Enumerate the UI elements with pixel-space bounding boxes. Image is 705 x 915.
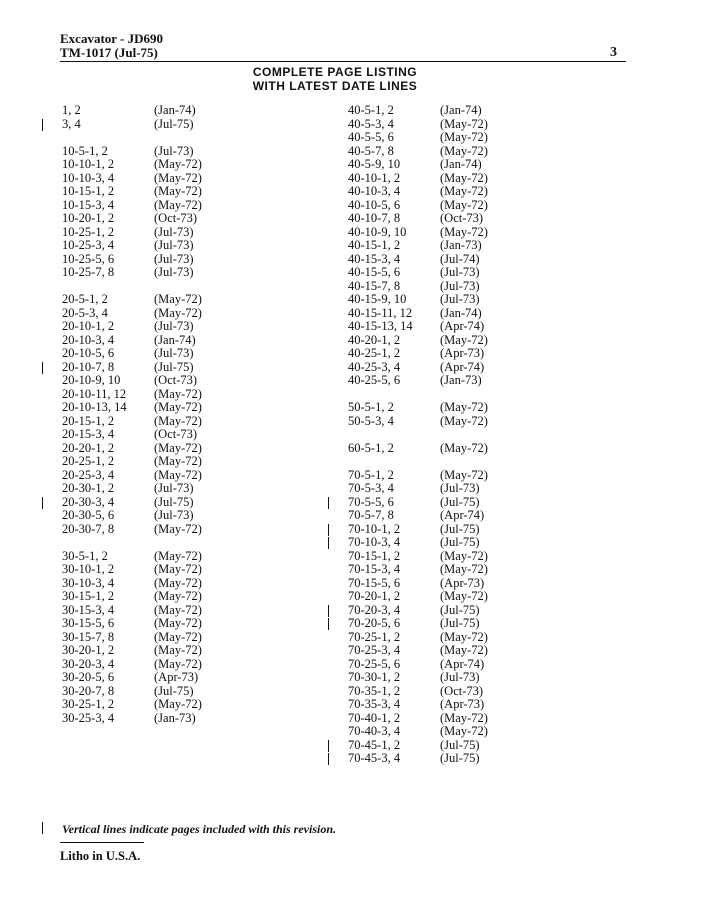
listing-row [348, 658, 588, 672]
page-range: 70-5-7, 8 [348, 508, 394, 522]
page-range: 20-10-11, 12 [62, 386, 127, 401]
listing-row [348, 469, 588, 483]
date-line: (Jan-73) [440, 373, 482, 387]
page-range: 10-10-3, 4 [62, 170, 115, 185]
page-range: 70-40-1, 2 [348, 710, 401, 725]
page-range: 10-5-1, 2 [62, 143, 108, 158]
page-range: 60-5-1, 2 [348, 440, 394, 455]
listing-row [62, 496, 302, 510]
date-line: (May-72) [154, 656, 202, 671]
page-range: 10-15-1, 2 [62, 184, 115, 198]
page-range: 30-5-1, 2 [62, 548, 108, 563]
listing-row [348, 617, 588, 631]
listing-row [348, 226, 588, 240]
listing-row [348, 752, 588, 766]
listing-row [348, 523, 588, 537]
date-line: (May-72) [440, 467, 488, 482]
listing-row [62, 563, 302, 577]
listing-row [62, 131, 302, 145]
page-range: 70-15-3, 4 [348, 562, 401, 576]
revision-bar [42, 362, 43, 374]
page-range: 20-5-1, 2 [62, 292, 108, 306]
page-range: 20-10-7, 8 [62, 359, 115, 374]
right-listing-column [348, 104, 588, 766]
header-rule [60, 61, 626, 62]
listing-row [62, 118, 302, 132]
date-line: (Jul-75) [440, 494, 480, 509]
page-range: 40-15-1, 2 [348, 238, 401, 252]
page-range: 40-20-1, 2 [348, 332, 401, 347]
date-line: (Oct-73) [440, 683, 484, 698]
date-line: (May-72) [154, 562, 202, 576]
listing-row [348, 550, 588, 564]
listing-row [348, 172, 588, 186]
date-line: (Jul-75) [440, 751, 480, 765]
listing-row [348, 442, 588, 456]
page-range: 20-30-5, 6 [62, 508, 115, 522]
date-line: (Jul-73) [154, 319, 194, 333]
date-line: (Jan-74) [440, 157, 482, 171]
date-line: (Jul-73) [154, 265, 194, 279]
listing-row [62, 455, 302, 469]
date-line: (Jul-73) [154, 224, 194, 239]
listing-row [348, 604, 588, 618]
title-line-2: WITH LATEST DATE LINES [252, 79, 418, 93]
page-range: 40-10-5, 6 [348, 197, 401, 212]
revision-bar [328, 753, 329, 765]
page-range: 3, 4 [62, 116, 81, 131]
date-line: (Jul-75) [154, 116, 194, 131]
date-line: (May-72) [154, 386, 202, 401]
listing-row [348, 577, 588, 591]
page-range: 40-25-5, 6 [348, 373, 401, 387]
page-range: 30-15-1, 2 [62, 589, 115, 603]
date-line: (May-72) [154, 400, 202, 414]
page-range: 70-20-1, 2 [348, 589, 401, 603]
date-line: (Apr-74) [440, 508, 485, 522]
page-range: 20-10-3, 4 [62, 332, 115, 347]
listing-row [62, 307, 302, 321]
page-range: 20-25-1, 2 [62, 454, 115, 468]
listing-row [62, 685, 302, 699]
date-line: (May-72) [154, 292, 202, 306]
listing-row [62, 280, 302, 294]
page-range: 30-10-3, 4 [62, 575, 115, 590]
listing-row [62, 428, 302, 442]
date-line: (May-72) [440, 224, 488, 239]
page-range: 70-15-5, 6 [348, 575, 401, 590]
date-line: (May-72) [154, 197, 202, 212]
listing-row [62, 631, 302, 645]
date-line: (Apr-73) [154, 670, 199, 684]
listing-row [348, 293, 588, 307]
page-range: 40-10-9, 10 [348, 224, 407, 239]
listing-row [62, 212, 302, 226]
date-line: (Jan-74) [154, 332, 196, 347]
page-range: 20-30-7, 8 [62, 521, 115, 536]
listing-row [348, 239, 588, 253]
date-line: (Jul-75) [154, 683, 194, 698]
listing-row [348, 739, 588, 753]
page-range: 40-5-9, 10 [348, 157, 401, 171]
listing-row [62, 644, 302, 658]
date-line: (May-72) [440, 643, 488, 657]
manual-title: Excavator - JD690 [60, 31, 164, 46]
page-range: 70-15-1, 2 [348, 548, 401, 563]
listing-row [62, 334, 302, 348]
listing-row [348, 712, 588, 726]
page-range: 30-25-3, 4 [62, 710, 115, 725]
date-line: (May-72) [440, 710, 488, 725]
date-line: (May-72) [440, 548, 488, 563]
date-line: (May-72) [154, 643, 202, 657]
date-line: (Jan-74) [440, 305, 482, 320]
date-line: (Jul-73) [440, 481, 480, 495]
date-line: (May-72) [154, 548, 202, 563]
page-range: 70-25-1, 2 [348, 629, 401, 644]
listing-row [348, 455, 588, 469]
page-title [200, 65, 470, 93]
date-line: (Jul-75) [440, 602, 480, 617]
date-line: (May-72) [440, 629, 488, 644]
listing-row [62, 617, 302, 631]
date-line: (May-72) [154, 305, 202, 320]
page-range: 70-25-3, 4 [348, 643, 401, 657]
date-line: (May-72) [440, 724, 488, 738]
listing-row [62, 172, 302, 186]
page-range: 30-10-1, 2 [62, 562, 115, 576]
date-line: (Apr-74) [440, 359, 485, 374]
listing-row [348, 199, 588, 213]
page-range: 70-5-5, 6 [348, 494, 394, 509]
date-line: (May-72) [154, 629, 202, 644]
date-line: (May-72) [154, 602, 202, 617]
listing-row [62, 658, 302, 672]
date-line: (Jul-75) [154, 494, 194, 509]
page-range: 20-30-1, 2 [62, 481, 115, 495]
page-range: 40-5-3, 4 [348, 116, 394, 131]
page-range: 70-25-5, 6 [348, 656, 401, 671]
date-line: (May-72) [440, 130, 488, 144]
listing-row [348, 536, 588, 550]
listing-row [348, 631, 588, 645]
date-line: (Jul-73) [440, 670, 480, 684]
date-line: (Apr-73) [440, 697, 485, 711]
page-range: 40-15-3, 4 [348, 251, 401, 266]
date-line: (May-72) [440, 440, 488, 455]
listing-row [62, 590, 302, 604]
page-range: 30-15-5, 6 [62, 616, 115, 630]
date-line: (Jul-75) [440, 521, 480, 536]
page-range: 40-15-9, 10 [348, 292, 407, 306]
date-line: (Jul-73) [440, 278, 480, 293]
listing-row [62, 293, 302, 307]
listing-row [348, 401, 588, 415]
left-listing-column [62, 104, 302, 725]
page-range: 30-20-3, 4 [62, 656, 115, 671]
listing-row [348, 253, 588, 267]
date-line: (Apr-73) [440, 575, 485, 590]
date-line: (Oct-73) [440, 211, 484, 225]
listing-row [62, 550, 302, 564]
date-line: (Jul-74) [440, 251, 480, 266]
listing-row [348, 212, 588, 226]
page-range: 30-25-1, 2 [62, 697, 115, 711]
date-line: (Jul-73) [440, 292, 480, 306]
revision-bar [328, 740, 329, 752]
date-line: (Jul-73) [440, 265, 480, 279]
date-line: (May-72) [154, 575, 202, 590]
listing-row [348, 266, 588, 280]
date-line: (May-72) [154, 521, 202, 536]
page-range: 70-40-3, 4 [348, 724, 401, 738]
page-range: 20-10-9, 10 [62, 373, 121, 387]
listing-row [348, 118, 588, 132]
listing-row [62, 361, 302, 375]
revision-bar [328, 497, 329, 509]
page-range: 10-20-1, 2 [62, 211, 115, 225]
page-range: 40-10-1, 2 [348, 170, 401, 185]
listing-row [348, 698, 588, 712]
page-range: 40-5-5, 6 [348, 130, 394, 144]
listing-row [62, 145, 302, 159]
page-range: 50-5-3, 4 [348, 413, 394, 428]
page-range: 70-45-1, 2 [348, 737, 401, 752]
listing-row [348, 145, 588, 159]
listing-row [62, 509, 302, 523]
listing-row [348, 361, 588, 375]
listing-row [348, 320, 588, 334]
date-line: (Jan-73) [440, 238, 482, 252]
date-line: (Jul-73) [154, 143, 194, 158]
date-line: (May-72) [440, 413, 488, 428]
date-line: (May-72) [440, 400, 488, 414]
listing-row [62, 185, 302, 199]
page-range: 70-30-1, 2 [348, 670, 401, 684]
page-range: 10-25-5, 6 [62, 251, 115, 266]
page-range: 40-25-3, 4 [348, 359, 401, 374]
listing-row [348, 671, 588, 685]
date-line: (Jul-75) [440, 535, 480, 549]
listing-row [348, 388, 588, 402]
listing-row [62, 266, 302, 280]
date-line: (May-72) [154, 454, 202, 468]
page-range: 20-15-1, 2 [62, 413, 115, 428]
listing-row [348, 685, 588, 699]
date-line: (May-72) [154, 616, 202, 630]
page-range: 20-10-13, 14 [62, 400, 127, 414]
page-range: 10-15-3, 4 [62, 197, 115, 212]
listing-row [62, 253, 302, 267]
date-line: (Jan-74) [154, 103, 196, 117]
date-line: (May-72) [154, 697, 202, 711]
listing-row [348, 644, 588, 658]
listing-row [348, 185, 588, 199]
date-line: (May-72) [154, 440, 202, 455]
page-range: 40-25-1, 2 [348, 346, 401, 360]
page-range: 20-10-5, 6 [62, 346, 115, 360]
page-range: 30-20-1, 2 [62, 643, 115, 657]
date-line: (May-72) [440, 562, 488, 576]
page-range: 20-15-3, 4 [62, 427, 115, 441]
page-range: 30-20-5, 6 [62, 670, 115, 684]
date-line: (Jul-73) [154, 481, 194, 495]
page-range: 40-15-11, 12 [348, 305, 413, 320]
listing-row [62, 401, 302, 415]
date-line: (May-72) [440, 589, 488, 603]
page-range: 40-5-7, 8 [348, 143, 394, 158]
date-line: (Apr-74) [440, 319, 485, 333]
page-range: 70-10-1, 2 [348, 521, 401, 536]
date-line: (Jul-75) [440, 616, 480, 630]
date-line: (May-72) [154, 157, 202, 171]
date-line: (May-72) [440, 170, 488, 185]
listing-row [348, 415, 588, 429]
page-range: 10-25-3, 4 [62, 238, 115, 252]
page-range: 70-20-5, 6 [348, 616, 401, 630]
date-line: (Oct-73) [154, 211, 198, 225]
listing-row [62, 671, 302, 685]
date-line: (Jul-73) [154, 251, 194, 266]
listing-row [62, 536, 302, 550]
page-range: 20-5-3, 4 [62, 305, 108, 320]
listing-row [62, 698, 302, 712]
date-line: (May-72) [440, 143, 488, 158]
revision-bar [328, 618, 329, 630]
date-line: (May-72) [154, 184, 202, 198]
page-range: 30-15-3, 4 [62, 602, 115, 617]
listing-row [62, 158, 302, 172]
listing-row [62, 239, 302, 253]
listing-row [348, 280, 588, 294]
page-range: 50-5-1, 2 [348, 400, 394, 414]
listing-row [348, 334, 588, 348]
title-line-1: COMPLETE PAGE LISTING [252, 65, 418, 79]
page-range: 70-35-1, 2 [348, 683, 401, 698]
date-line: (Jul-75) [440, 737, 480, 752]
listing-row [62, 469, 302, 483]
date-line: (Jul-73) [154, 238, 194, 252]
listing-row [348, 428, 588, 442]
listing-row [348, 158, 588, 172]
page-range: 70-20-3, 4 [348, 602, 401, 617]
revision-bar [328, 524, 329, 536]
listing-row [62, 604, 302, 618]
date-line: (May-72) [440, 197, 488, 212]
listing-row [62, 199, 302, 213]
listing-row [348, 347, 588, 361]
page-range: 40-15-13, 14 [348, 319, 413, 333]
page-range: 70-5-3, 4 [348, 481, 394, 495]
date-line: (May-72) [440, 116, 488, 131]
listing-row [348, 725, 588, 739]
page-range: 20-10-1, 2 [62, 319, 115, 333]
page-range: 20-25-3, 4 [62, 467, 115, 482]
page-range: 30-15-7, 8 [62, 629, 115, 644]
listing-row [62, 712, 302, 726]
page-range: 30-20-7, 8 [62, 683, 115, 698]
page-range: 10-25-1, 2 [62, 224, 115, 239]
page-range: 20-20-1, 2 [62, 440, 115, 455]
listing-row [62, 388, 302, 402]
page-range: 1, 2 [62, 103, 81, 117]
listing-row [62, 442, 302, 456]
page-range: 40-15-5, 6 [348, 265, 401, 279]
page-range: 70-10-3, 4 [348, 535, 401, 549]
page-range: 40-10-7, 8 [348, 211, 401, 225]
listing-row [62, 577, 302, 591]
date-line: (Jul-73) [154, 508, 194, 522]
listing-row [348, 131, 588, 145]
revision-note: Vertical lines indicate pages included with this revision. [62, 822, 337, 836]
footer-rule [60, 842, 144, 843]
date-line: (Oct-73) [154, 373, 198, 387]
date-line: (Apr-74) [440, 656, 485, 671]
date-line: (May-72) [154, 413, 202, 428]
listing-row [62, 104, 302, 118]
revision-bar [42, 119, 43, 131]
listing-row [62, 374, 302, 388]
page-range: 40-15-7, 8 [348, 278, 401, 293]
revision-bar [328, 537, 329, 549]
listing-row [348, 496, 588, 510]
listing-row [348, 374, 588, 388]
date-line: (May-72) [440, 332, 488, 347]
listing-row [348, 482, 588, 496]
date-line: (May-72) [154, 170, 202, 185]
listing-row [348, 590, 588, 604]
listing-row [62, 482, 302, 496]
litho-notice: Litho in U.S.A. [60, 849, 141, 863]
date-line: (Jan-73) [154, 710, 196, 725]
page-range: 40-5-1, 2 [348, 103, 394, 117]
listing-row [348, 563, 588, 577]
page-number: 3 [610, 45, 617, 60]
listing-row [348, 307, 588, 321]
date-line: (Jan-74) [440, 103, 482, 117]
page-range: 70-5-1, 2 [348, 467, 394, 482]
listing-row [62, 226, 302, 240]
listing-row [62, 320, 302, 334]
page-range: 70-45-3, 4 [348, 751, 401, 765]
date-line: (Apr-73) [440, 346, 485, 360]
date-line: (Jul-73) [154, 346, 194, 360]
listing-row [348, 104, 588, 118]
listing-row [62, 523, 302, 537]
date-line: (Jul-75) [154, 359, 194, 374]
revision-bar [42, 497, 43, 509]
listing-row [62, 415, 302, 429]
revision-bar [328, 605, 329, 617]
manual-number: TM-1017 (Jul-75) [60, 45, 158, 60]
date-line: (May-72) [154, 467, 202, 482]
listing-row [348, 509, 588, 523]
date-line: (Oct-73) [154, 427, 198, 441]
date-line: (May-72) [440, 184, 488, 198]
listing-row [62, 347, 302, 361]
revision-bar-legend [42, 822, 43, 834]
page-range: 10-25-7, 8 [62, 265, 115, 279]
page-range: 10-10-1, 2 [62, 157, 115, 171]
page-range: 70-35-3, 4 [348, 697, 401, 711]
date-line: (May-72) [154, 589, 202, 603]
page-range: 40-10-3, 4 [348, 184, 401, 198]
page-range: 20-30-3, 4 [62, 494, 115, 509]
